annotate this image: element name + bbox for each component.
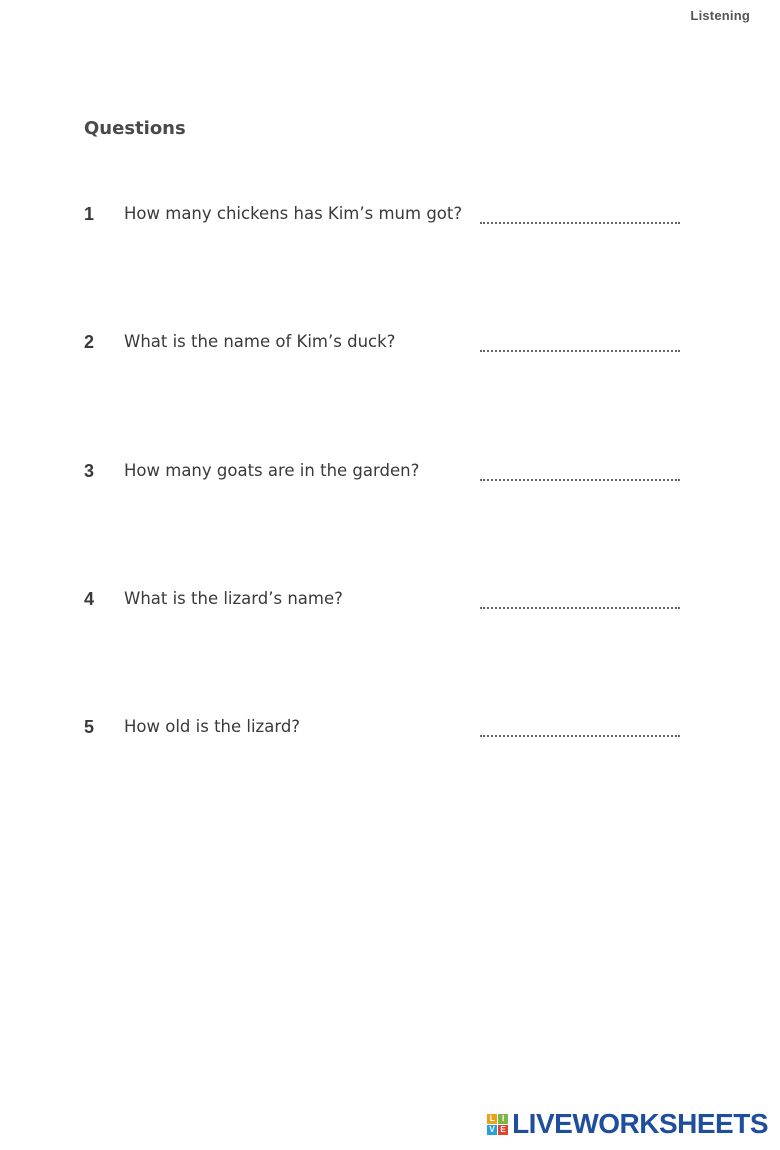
logo-mark-icon [487, 1114, 508, 1135]
logo-letter-v: V [487, 1125, 497, 1135]
question-text: What is the lizard’s name? [124, 589, 343, 608]
question-number: 1 [84, 204, 95, 224]
answer-field-4[interactable] [480, 607, 680, 609]
answer-field-5[interactable] [480, 735, 680, 737]
question-number: 4 [84, 589, 95, 609]
question-text: What is the name of Kim’s duck? [124, 332, 396, 351]
question-2 [84, 332, 694, 362]
question-4 [84, 589, 694, 619]
question-text: How old is the lizard? [124, 717, 301, 736]
question-number: 5 [84, 717, 95, 737]
answer-field-1[interactable] [480, 222, 680, 224]
logo-letter-i: I [498, 1114, 508, 1124]
answer-field-3[interactable] [480, 479, 680, 481]
question-5 [84, 717, 694, 747]
question-1 [84, 204, 694, 234]
logo-letter-e: E [498, 1125, 508, 1135]
answer-field-2[interactable] [480, 350, 680, 352]
liveworksheets-logo [487, 1108, 768, 1140]
section-label: Listening [690, 8, 750, 23]
logo-text: LIVEWORKSHEETS [512, 1108, 768, 1139]
question-3 [84, 461, 694, 491]
questions-heading: Questions [84, 118, 186, 139]
logo-letter-l: L [487, 1114, 497, 1124]
question-text: How many chickens has Kim’s mum got? [124, 204, 463, 223]
question-number: 3 [84, 461, 95, 481]
question-number: 2 [84, 332, 95, 352]
question-text: How many goats are in the garden? [124, 461, 420, 480]
